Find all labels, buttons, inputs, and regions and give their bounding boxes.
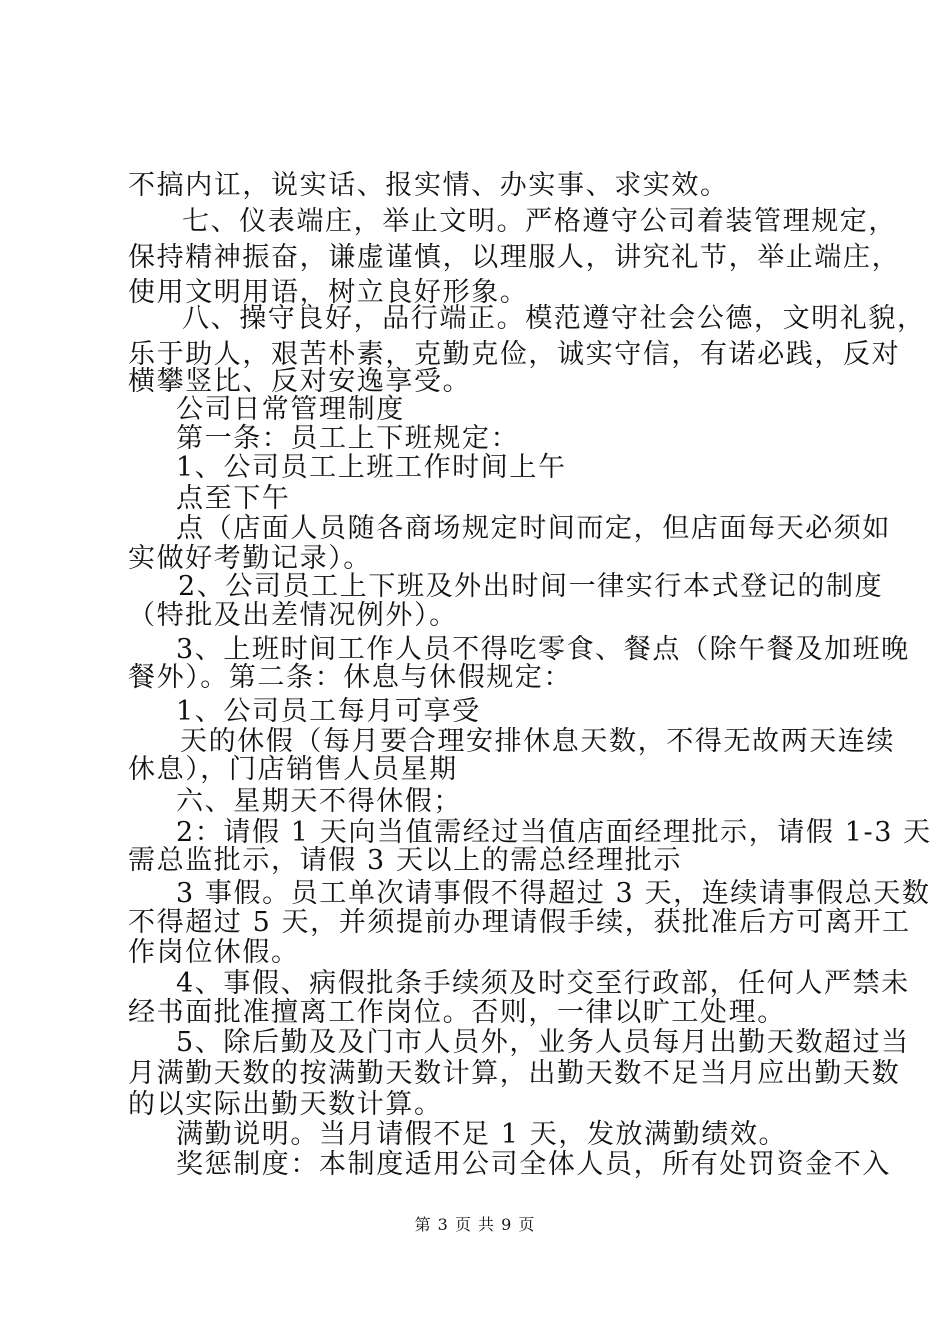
text-line: 点至下午 bbox=[176, 483, 291, 514]
text-line: 七、仪表端庄，举止文明。严格遵守公司着装管理规定， bbox=[182, 206, 897, 237]
text-line: 天的休假（每月要合理安排休息天数，不得无故两天连续 bbox=[180, 726, 895, 757]
text-line: 3、上班时间工作人员不得吃零食、餐点（除午餐及加班晚 bbox=[176, 634, 910, 665]
text-line: 2：请假 1 天向当值需经过当值店面经理批示，请假 1-3 天 bbox=[176, 817, 932, 848]
text-line: 实做好考勤记录）。 bbox=[128, 543, 372, 574]
text-line: 4、事假、病假批条手续须及时交至行政部，任何人严禁未 bbox=[176, 968, 910, 999]
text-line: 月满勤天数的按满勤天数计算，出勤天数不足当月应出勤天数 bbox=[128, 1058, 901, 1089]
text-line: 八、操守良好，品行端正。模范遵守社会公德，文明礼貌， bbox=[182, 303, 926, 334]
section-title: 公司日常管理制度 bbox=[176, 394, 405, 425]
text-line: 2、公司员工上下班及外出时间一律实行本式登记的制度 bbox=[178, 571, 884, 602]
text-line: 点（店面人员随各商场规定时间而定，但店面每天必须如 bbox=[176, 513, 891, 544]
text-line: 保持精神振奋，谦虚谨慎，以理服人，讲究礼节，举止端庄， bbox=[128, 242, 901, 273]
text-line: 3 事假。员工单次请事假不得超过 3 天，连续请事假总天数 bbox=[176, 878, 931, 909]
text-line: 1、公司员工每月可享受 bbox=[176, 696, 481, 727]
text-line: 5、除后勤及及门市人员外，业务人员每月出勤天数超过当 bbox=[176, 1027, 910, 1058]
text-line: 的以实际出勤天数计算。 bbox=[128, 1089, 443, 1120]
text-line: 横攀竖比、反对安逸享受。 bbox=[128, 366, 472, 397]
text-line: 不搞内讧，说实话、报实情、办实事、求实效。 bbox=[128, 170, 729, 201]
text-line: 不得超过 5 天，并须提前办理请假手续，获批准后方可离开工 bbox=[128, 907, 911, 938]
page-number-footer: 第 3 页 共 9 页 bbox=[414, 1215, 536, 1234]
text-line: 休息），门店销售人员星期 bbox=[128, 754, 458, 785]
text-line: 餐外）。第二条：休息与休假规定： bbox=[128, 662, 573, 693]
text-line: 1、公司员工上班工作时间上午 bbox=[176, 452, 567, 483]
text-line: 奖惩制度：本制度适用公司全体人员，所有处罚资金不入 bbox=[176, 1149, 891, 1180]
text-line: 需总监批示，请假 3 天以上的需总经理批示 bbox=[128, 845, 682, 876]
text-line: 满勤说明。当月请假不足 1 天，发放满勤绩效。 bbox=[176, 1119, 788, 1150]
text-line: （特批及出差情况例外）。 bbox=[128, 600, 458, 631]
text-line: 使用文明用语，树立良好形象。 bbox=[128, 277, 529, 308]
text-line: 第一条：员工上下班规定： bbox=[176, 423, 520, 454]
text-line: 作岗位休假。 bbox=[128, 937, 300, 968]
text-line: 经书面批准擅离工作岗位。否则，一律以旷工处理。 bbox=[128, 997, 786, 1028]
text-line: 六、星期天不得休假； bbox=[176, 786, 462, 817]
text-line: 乐于助人，艰苦朴素，克勤克俭，诚实守信，有诺必践，反对 bbox=[128, 339, 901, 370]
